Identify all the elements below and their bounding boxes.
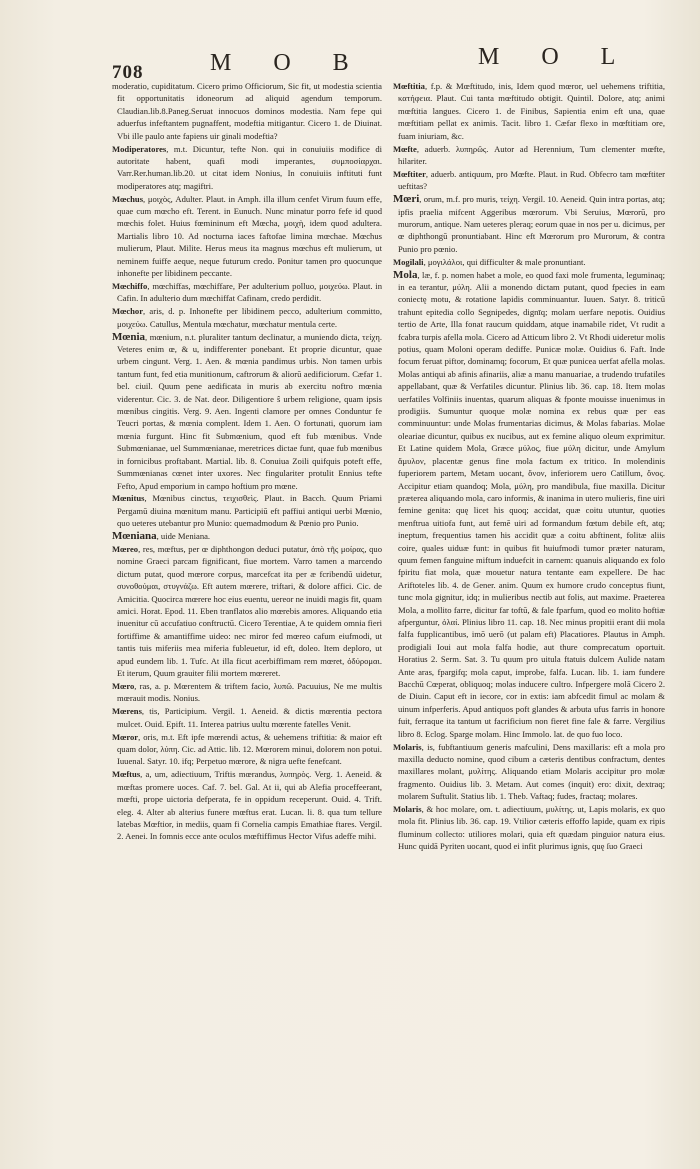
- dictionary-entry: Mœftus, a, um, adiectiuum, Triftis mœrandus, λυπηρὸς. Verg. 1. Aeneid. & mœftas promere uoces. Caf. 7. bel. Gal. At ii, qui ab Alefia proceffeerant, mœfti, prope uictoria defperata, fe in oppidum receperunt. Ouid. 4. Trift. eleg. 4. Alter ab alterius funere mœftus erat. Lucan. li. 8. qua tum tellure latebas Mœftior, in mediis, quam fi Cornelia campis Emathiae ftares. Vergil. 2. Aenei. In fomnis ecce ante oculos mœftiffimus Hector Vifus adeffe mihi.: [112, 769, 382, 842]
- dictionary-entry: Mœchus, μοιχὸς, Adulter. Plaut. in Amph. illa illum cenfet Virum fuum effe, quae cum mœcho eft. Terent. in Eunuch. Nunc minatur porro fefe id quod mœchis folet. Huius fœmininum eft Mœcha, μοιχὴ, idem quod adultera. Martialis libro 10. Ad nocturna iaces faftofae limina mœchae. Mœchus mulierum, Plaut. Milite. Herus meus ita magnus mœchus eft mulierum, ut neminem fuiffe aeque, neque futurum credo. Ponitur tamen pro quocunque inhonefte per libidinem peccante.: [112, 193, 382, 279]
- entry-headword: Molaris: [393, 804, 422, 815]
- entry-headword: Mœftus: [112, 769, 141, 780]
- entry-text: ras, a. p. Mœrentem & triftem facio, λυπῶ. Pacuuius, Ne me multis mœrauit modis. Nonius.: [117, 681, 382, 704]
- entry-headword: Mœftiter: [393, 168, 426, 179]
- entry-text: mœchiffas, mœchiffare, Per adulterium polluo, μοιχεύω. Plaut. in Cafin. In adulterio dum mœchiffat Cafinam, credo perdidit.: [117, 281, 382, 304]
- entry-text: m.t. Dicuntur, tefte Non. qui in conuiuiis modifice di autoritate habent, quafi modi imperantes, συμποσίαρχαι. Varr.Rer.human.lib.20. ut citat idem Nonius, In conuiuiis inftituti funt modiperatores atq; magiftri.: [117, 143, 382, 191]
- entry-headword: Mœchiffo: [112, 281, 148, 291]
- dictionary-entry: Mœniana, uide Meniana.: [112, 530, 211, 543]
- entry-headword: Mœchus: [112, 193, 144, 204]
- page-footer: [112, 1090, 667, 1106]
- entry-text: μογιλάλοι, qui difficulter & male pronuntiant.: [427, 256, 586, 267]
- dictionary-entry: Mogilali, μογιλάλοι, qui difficulter & male pronuntiant.: [393, 256, 586, 267]
- left-column: [112, 80, 382, 1090]
- entry-headword: Mœfte: [393, 143, 417, 154]
- dictionary-entry: Mola, læ, f. p. nomen habet a mole, eo quod faxi mole frumenta, leguminaq; in ea terantur, μύλη. Alii a monendo dictam putant, quod fpecies in eam coniectę motu, & rotatione lapidis comminuantur. Iuuen. Satyr. 8. triticū trahunt epitedia collo Segnipedes, dignīq; molam uerfare nepotis. Ouidius tertio de Arte, Illa fonat raucum quiddam, atque inamabile ridet, Vt rudit a fcabra turpis afella mola. Cicero ad Atticum libro 2. Vt Rhodi uideretur molis potius, quam Moloni operam dediffe. Punicæ molæ. Ouidius 6. Faft. Inde focum feruat piftor, dominamq; focorum, Et quæ punicea uerfat afella molas. Molas antiqui ab afinis afinariis, aliæ a manu manuariae, a trudendo trufatiles appellabant, quæ & Verfatiles dicuntur. Plinius lib. 36. cap. 18. Item molas uerfatiles Volfiniis inuentas, quarum aliquas & fponte mouisse inuenimus in prodigiis. Sumuntur quoque molæ nomina ex rebus quæ per eas comminuuntur: unde Molas frumentarias dicimus, & Molas fabarias. Molae oleariae dicuntur, quibus ex nucibus, aut ex femine aliquo oleum exprimitur. Et Latine quidem Mola, Græce μύλος, fiue μύλη dicitur, unde Amylum ἄμυλον, placentæ genus fine mola factum ex tritico. In molendinis fuperiorem partem, Metam uocant, ὄνον, inferiorem uero Catillum, ὄνος. Accipitur etiam quandoq; Mola, μύλη, pro mandibula, fiue maxilla. Dicitur præterea aliquando mola, caro informis, & inanima in utero mulieris, fine uiri femine genita: quę licet his quoq; accidat, quæ coitu utuntur, quoties menftrua uitiofa funt, aut femē uiri ad formandum fœtum debile eft, atq; ineptum, frequentius tamen his accidit quæ a coitu abftinent, folitæ aliis coire, quales uiduæ funt: in quibus fit huiufmodi tumor præter naturam, quum femen fanguine miftum induefcit in carnem: quanuis aliquando ex folo fpiritu fiat mola, quæ mouetur natura tentante eam expellere. De hac Ariftoteles lib. 4. de Gener. anim. Quum ex humore crudo conceptus fiunt, tunc mola gignitur, idq; in mulieribus nectib aut folis, aut maxime. Praeterea Mola, a mollito farre, dicitur far toftū, & fale fparfum, quod eo molito hoftiæ afperguntur, ὀλαί. Plinius libro 11. cap. 18. Nec minus propitii erant dii mola falfa fupplicantibus, imō uerō (ut palam eft) Placatiores. Plautus in Amph. prodigiali Ioui aut mola falfa hodie, aut thure comprecatum oportuit. Horatius 2. Serm. Sat. 3. Tu quum pro uitula ftatuis dulcem Aulide natam Ante aras, fpargifq; mola caput, improbe, falfa. Lucan. lib. 1. iam fundere Bacchū Cœperat, obliquoq; molas inducere cultro. Infpergere molā Cicero 2. de Diuin. Caput eft in iecore, cor in extis: iam abfcedit fimul ac molam & uinum infperferis. Apud antiquos poft glandes & arbuta ufus farris in honore fuit, ferraque ita tantum ut facrificium non fieret fine fale & farre. Vergilius libro 8. Eclog. Sparge molam. Hinc Immolo. lat. de quo fuo loco.: [393, 268, 665, 739]
- dictionary-entry: Molaris, is, fubftantiuum generis mafculini, Dens maxillaris: eft a mola pro maxilla deducto nomine, quod cibum a cæteris dentibus confractum, dentes maxillares molant, μυλίτης. Aliquando etiam Molaris accipitur pro molæ fragmento. Ouidius lib. 3. Metam. Aut comes (inquit) ero: dixit, dextraq; molarem Suftulit. Statius lib. 1. Theb. Vaftaq; fudes, fractaq; molares.: [393, 741, 665, 802]
- entry-headword: Mogilali: [393, 256, 424, 267]
- entry-text: oris, m.t. Eft ipfe mœrendi actus, & uehemens triftitia: & maior eft quam dolor, λύπη. Cic. ad Attic. lib. 12. Mœrorem minui, dolorem non potui. Iuuenal. Satyr. 10. ifq; Perpetuo mœrore, & nigra uefte fenefcant.: [117, 731, 382, 767]
- dictionary-entry: Modiperatores, m.t. Dicuntur, tefte Non. qui in conuiuiis modifice di autoritate habent, quafi modi imperantes, συμποσίαρχαι. Varr.Rer.human.lib.20. ut citat idem Nonius, In conuiuiis inftituti funt modiperatores atq; magiftri.: [112, 143, 382, 191]
- entry-text: μοιχὸς, Adulter. Plaut. in Amph. illa illum cenfet Virum fuum effe, quae cum mœcho eft. Terent. in Eunuch. Nunc minatur porro fefe id quod mœchis folet. Huius fœmininum eft Mœcha, μοιχὴ, idem quod adultera. Martialis libro 10. Ad nocturna iaces faftofae limina mœchae. Mœchus mulierum, Plaut. Milite. Herus meus ita magnus mœchus eft mulierum, ut neminem fuiffe aeque, neque futurum credo. Ponitur tamen pro quocunque inhonefte per libidinem peccante.: [117, 193, 382, 279]
- left-running-head: M O B: [210, 50, 367, 76]
- entry-headword: Mœnitus: [112, 493, 145, 504]
- entry-text: moderatio, cupiditatum. Cicero primo Officiorum, Sic fit, ut modestia scientia fit opportunitatis idoneorum ad aliquid agendum temporum. Claudian.lib.8.Paneg.Seruat innocuos dominos modestia. Nam fepe qui aduerfus infeftantem pugnaffent, modeftia mitigantur. Cicero 1. de Diuinat. Vbi ille paulo ante fapiens uir ginali modeftia?: [112, 81, 382, 141]
- page-number: 708: [112, 62, 144, 83]
- entry-headword: Modiperatores: [112, 143, 167, 154]
- dictionary-entry: Mœchiffo, mœchiffas, mœchiffare, Per adulterium polluo, μοιχεύω. Plaut. in Cafin. In adulterio dum mœchiffat Cafinam, credo perdidit.: [112, 281, 382, 304]
- entry-headword: Mœro: [112, 681, 135, 691]
- right-running-head: M O L: [478, 44, 634, 70]
- dictionary-entry: [112, 80, 382, 142]
- dictionary-entry: Mœnitus, Mœnibus cinctus, τειχισθεὶς. Plaut. in Bacch. Quum Priami Pergamū diuina mœnitum manu. Participiū eft paffiui antiqui uerbi Mœnio, quo ueteres utebantur pro Munio: quemadmodum & Pœnio pro Punio.: [112, 493, 382, 529]
- entry-text: Mœnibus cinctus, τειχισθεὶς. Plaut. in Bacch. Quum Priami Pergamū diuina mœnitum manu. Participiū eft paffiui antiqui uerbi Mœnio, quo ueteres utebantur pro Munio: quemadmodum & Pœnio pro Punio.: [117, 493, 382, 529]
- dictionary-entry: Mœreo, res, mœftus, per œ diphthongon deduci putatur, ἀπὸ τῆς μοίρας, quo nomine Graeci parcam fignificant, fiue mortem. Varro tamen a marcendo dictum putat, quod mœrore corpus, marcefcat ita per æ fcribendū uidetur, συνοθούμαι, στυγνάζω. Eft autem mœrere, triftari, & dolore affici. Cic. de Amicitia. Quocirca mœrere hoc eius euentu, uereor ne inuidi magis fit, quam amici. Horat. Epod. 11. Eben tranflatos alio mœrebis amores. Aliquando etia inuenitur cū accufatiuo conftructū. Cicero Terentiae, A te quidem omnia fieri fortiffime & amantiffime uideo: nec miror fed mœreo cafum eiufmodi, ut tantis tuis miferiis mea miferia fubleuetur, id eft, doleo. Item deploro, ut apud eundem lib. 1. Tufc. At illa ficut acerbiffimam rem mœret, ὀδύρομαι. Et iterum, Quum grauiter filii mortem mœreret.: [112, 544, 382, 679]
- entry-text: aris, d. p. Inhonefte per libidinem pecco, adulterium committo, μοιχεύω. Catullus, Mentula mœchatur, mœchatur mentula certe.: [117, 306, 382, 329]
- entry-text: is, fubftantiuum generis mafculini, Dens maxillaris: eft a mola pro maxilla deducto nomine, quod cibum a cæteris dentibus confractum, dentes maxillares molant, μυλίτης. Aliquando etiam Molaris accipitur pro molæ fragmento. Ouidius lib. 3. Metam. Aut comes (inquit) ero: dixit, dextraq; molarem Suftulit. Statius lib. 1. Theb. Vaftaq; fudes, fractaq; molares.: [398, 741, 665, 802]
- entry-headword: Mœchor: [112, 306, 144, 317]
- entry-headword: Mœniana: [112, 530, 157, 543]
- dictionary-entry: Molaris, & hoc molare, om. t. adiectiuum, μυλίτης. ut, Lapis molaris, ex quo mola fit. Plinius lib. 36. cap. 19. Vtilior cæteris effoffo lapide, quam ex ripis fluminum collecto: utiliores molari, quia eft quædam pinguior natura eius. Hunc quidā Pyriten uocant, quod ei infit plurimus ignis, quę ſuo Graeci: [393, 804, 665, 852]
- dictionary-entry: Mœnia, mœnium, n.t. pluraliter tantum declinatur, a muniendo dicta, τείχη. Veteres enim œ, & u, indifferenter ponebant. Et proprie dicuntur, quae urbem cingunt. Verg. 1. Aen. & mœnia pandimus urbis. Non tamen urbis tantum funt, fed etia munitionum, caftrorum & aliorū aedificiorum. Cæfar 1. bel. ciuil. Quum pene aedificata in muris ab exercitu noftro mœnia viderentur. Cic. 3. de Nat. deor. Diligentiore ŝ urbem religione, quam ipsis mœnibus cingitis. Verg. 9. Aen. Ingenti clamore per omnes Conduntur fe Teucri portas, & mœnia complent. Idem 1. Aen. O fortunati, quorum iam mœnia furgunt. Hinc fit Submœnium, quod eft fub mœnibus. Vnde Submœnianae, uel Summœnianae, meretrices dictae funt, quae fub mœnibus in fornicibus proftabant. Martial. lib. 8. Conuiua Zoili quifquis poteft effe, Summœnianas cœnet inter uxores. Nec fingulariter protulit Ennius tefte Fefto, Apud emporium in campo hoftium pro mœne.: [112, 330, 382, 491]
- entry-headword: Mola: [393, 268, 418, 281]
- dictionary-entry: Mœror, oris, m.t. Eft ipfe mœrendi actus, & uehemens triftitia: & maior eft quam dolor, λύπη. Cic. ad Attic. lib. 12. Mœrorem minui, dolorem non potui. Iuuenal. Satyr. 10. ifq; Perpetuo mœrore, & nigra uefte fenefcant.: [112, 731, 382, 767]
- entry-text: res, mœftus, per œ diphthongon deduci putatur, ἀπὸ τῆς μοίρας, quo nomine Graeci parcam fignificant, fiue mortem. Varro tamen a marcendo dictum putat, quod mœrore corpus, marcefcat ita per æ fcribendū uidetur, συνοθούμαι, στυγνάζω. Eft autem mœrere, triftari, & dolore affici. Cic. de Amicitia. Quocirca mœrere hoc eius euentu, uereor ne inuidi magis fit, quam amici. Horat. Epod. 11. Eben tranflatos alio mœrebis amores. Aliquando etia inuenitur cū accufatiuo conftructū. Cicero Terentiae, A te quidem omnia fieri fortiffime & amantiffime uideo: nec miror fed mœreo cafum eiufmodi, ut tantis tuis miferiis mea miferia fubleuetur, id eft, doleo. Item deploro, ut apud eundem lib. 1. Tufc. At illa ficut acerbiffimam rem mœret, ὀδύρομαι. Et iterum, Quum grauiter filii mortem mœreret.: [117, 544, 382, 679]
- entry-text: a, um, adiectiuum, Triftis mœrandus, λυπηρὸς. Verg. 1. Aeneid. & mœftas promere uoces. Caf. 7. bel. Gal. At ii, qui ab Alefia proceffeerant, mœfti, prope uictoria defperata, fe in oppidum receperunt. Ouid. 4. Trift. eleg. 4. Alter ab alterius funere mœftus erat. Lucan. li. 8. qua tum tellure latebas Mœftior, in mediis, quam fi Cornelia campis Emathiae ftares. Vergil. 2. Aenei. In fomnis ecce ante oculos mœftiffimus Hector Vifus adeffe mihi.: [117, 769, 382, 842]
- dictionary-entry: Mœchor, aris, d. p. Inhonefte per libidinem pecco, adulterium committo, μοιχεύω. Catullus, Mentula mœchatur, mœchatur mentula certe.: [112, 306, 382, 329]
- entry-headword: Mœreo: [112, 544, 139, 555]
- dictionary-entry: Mœftiter, aduerb. antiquum, pro Mœfte. Plaut. in Rud. Obfecro tam mœftiter ueftitas?: [393, 168, 665, 192]
- entry-text: f.p. & Mœftitudo, inis, Idem quod mœror, uel uehemens triftitia, κατήφεια. Plaut. Cui tanta mœftitudo obtigit. Quintil. Dolore, atq; animi mœftitia langues. Cicero 1. de Finibus, Sapientia enim eft una, quae mœftitiam pellat ex animis. Tacit. libro 1. Cæfar flexo in mœftitiam ore, fuam iniuriam, &c.: [398, 81, 665, 141]
- entry-text: & hoc molare, om. t. adiectiuum, μυλίτης. ut, Lapis molaris, ex quo mola fit. Plinius lib. 36. cap. 19. Vtilior cæteris effoffo lapide, quam ex ripis fluminum collecto: utiliores molari, quia eft quædam pinguior natura eius. Hunc quidā Pyriten uocant, quod ei infit plurimus ignis, quę ſuo Graeci: [398, 804, 665, 852]
- dictionary-entry: Mœro, ras, a. p. Mœrentem & triftem facio, λυπῶ. Pacuuius, Ne me multis mœrauit modis. Nonius.: [112, 681, 382, 704]
- running-header: [0, 40, 700, 84]
- entry-text: aduerb. antiquum, pro Mœfte. Plaut. in Rud. Obfecro tam mœftiter ueftitas?: [398, 168, 665, 192]
- entry-text: orum, m.f. pro muris, τείχη. Vergil. 10. Aeneid. Quin intra portas, atq; ipfis praelia mifcent Aggeribus mœrorum. Vbi Seruius, Mœrorū, pro murorum, antique. Nam ueteres pleraq; eorum quae in nos per u. dicimus, per œ diphthongū pronuntiabant. Hinc eft Mœrorum pro Murorum, & contra Punio pro pœnio.: [398, 194, 665, 254]
- right-column: [393, 80, 665, 1090]
- entry-headword: Mœftitia: [393, 81, 425, 91]
- dictionary-entry: Mœfte, aduerb. λυπηρῶς. Autor ad Herennium, Tum clementer mœfte, hilariter.: [393, 143, 665, 166]
- dictionary-entry: Mœri, orum, m.f. pro muris, τείχη. Vergil. 10. Aeneid. Quin intra portas, atq; ipfis praelia mifcent Aggeribus mœrorum. Vbi Seruius, Mœrorū, pro murorum, antique. Nam ueteres pleraq; eorum quae in nos per u. dicimus, per œ diphthongū pronuntiabant. Hinc eft Mœrorum pro Murorum, & contra Punio pro pœnio.: [393, 193, 665, 254]
- dictionary-entry: Mœftitia, f.p. & Mœftitudo, inis, Idem quod mœror, uel uehemens triftitia, κατήφεια. Plaut. Cui tanta mœftitudo obtigit. Quintil. Dolore, atq; animi mœftitia langues. Cicero 1. de Finibus, Sapientia enim eft una, quae mœftitiam pellat ex animis. Tacit. libro 1. Cæfar flexo in mœftitiam ore, fuam iniuriam, &c.: [393, 81, 665, 141]
- entry-headword: Mœrens: [112, 706, 142, 717]
- entry-text: tis, Participium. Vergil. 1. Aeneid. & dictis mœrentia pectora mulcet. Ouid. Epift. 11. Interea patrius uultu mœrente fatelles Venit.: [117, 706, 382, 729]
- entry-text: læ, f. p. nomen habet a mole, eo quod faxi mole frumenta, leguminaq; in ea terantur, μύλη. Alii a monendo dictam putant, quod fpecies in eam coniectę motu, & rotatione lapidis comminuantur. Iuuen. Satyr. 8. triticū trahunt epitedia collo Segnipedes, dignīq; molam uerfare nepotis. Ouidius tertio de Arte, Illa fonat raucum quiddam, atque inamabile ridet, Vt rudit a fcabra turpis afella mola. Cicero ad Atticum libro 2. Vt Rhodi uideretur molis potius, quam Moloni operam dediffe. Punicæ molæ. Ouidius 6. Faft. Inde focum feruat piftor, dominamq; focorum, Et quæ punicea uerfat afella molas. Molas antiqui ab afinis afinariis, aliæ a manu manuariae, a trudendo trufatiles appellabant, quæ & Verfatiles dicuntur. Plinius lib. 36. cap. 18. Item molas uerfatiles Volfiniis inuentas, quarum aliquas & fponte mouisse inuenimus in prodigiis. Sumuntur quoque molæ nomina ex rebus quæ per eas comminuuntur: unde Molas frumentarias dicimus, & Molas fabarias. Molae oleariae dicuntur, quibus ex nucibus, aut ex femine aliquo oleum exprimitur. Et Latine quidem Mola, Græce μύλος, fiue μύλη dicitur, unde Amylum ἄμυλον, placentæ genus fine mola factum ex tritico. In molendinis fuperiorem partem, Metam uocant, ὄνον, inferiorem uero Catillum, ὄνος. Accipitur etiam quandoq; Mola, μύλη, pro mandibula, fiue maxilla. Dicitur præterea aliquando mola, caro informis, & inanima in utero mulieris, fine uiri femine genita: quę licet his quoq; accidat, quæ coitu utuntur, quoties menftrua uitiofa funt, aut femē uiri ad formandum fœtum debile eft, atq; ineptum, frequentius tamen his accidit quæ a coitu abftinent, folitæ aliis coire, quales uiduæ funt: in quibus fit huiufmodi tumor præter naturam, quum femen fanguine miftum induefcit in carnem: quanuis aliquando ex folo fpiritu fiat mola, quæ mouetur natura tentante eam expellere. De hac Ariftoteles lib. 4. de Gener. anim. Quum ex humore crudo conceptus fiunt, tunc mola gignitur, idq; in mulieribus nectib aut folis, aut maxime. Praeterea Mola, a mollito farre, dicitur far toftū, & fale fparfum, quod eo molito hoftiæ afperguntur, ὀλαί. Plinius libro 11. cap. 18. Nec minus propitii erant dii mola falfa fupplicantibus, imō uerō (ut palam eft) Placatiores. Plautus in Amph. prodigiali Ioui aut mola falfa hodie, aut thure comprecatum oportuit. Horatius 2. Serm. Sat. 3. Tu quum pro uitula ftatuis dulcem Aulide natam Ante aras, fpargifq; mola caput, improbe, falfa. Lucan. lib. 1. iam fundere Bacchū Cœperat, obliquoq; molas inducere cultro. Infpergere molā Cicero 2. de Diuin. Caput eft in iecore, cor in extis: iam abfcedit fimul ac molam & uinum infperferis. Apud antiquos poft glandes & arbuta ufus farris in honore fuit, ferraque ita tantum ut facrificium non fieret fine fale & farre. Vergilius libro 8. Eclog. Sparge molam. Hinc Immolo. lat. de quo fuo loco.: [398, 269, 665, 739]
- entry-text: mœnium, n.t. pluraliter tantum declinatur, a muniendo dicta, τείχη. Veteres enim œ, & u, indifferenter ponebant. Et proprie dicuntur, quae urbem cingunt. Verg. 1. Aen. & mœnia pandimus urbis. Non tamen urbis tantum funt, fed etia munitionum, caftrorum & aliorū aedificiorum. Cæfar 1. bel. ciuil. Quum pene aedificata in muris ab exercitu noftro mœnia viderentur. Cic. 3. de Nat. deor. Diligentiore ŝ urbem religione, quam ipsis mœnibus cingitis. Verg. 9. Aen. Ingenti clamore per omnes Conduntur fe Teucri portas, & mœnia complent. Idem 1. Aen. O fortunati, quorum iam mœnia furgunt. Hinc fit Submœnium, quod eft fub mœnibus. Vnde Submœnianae, uel Summœnianae, meretrices dictae funt, quae fub mœnibus in fornicibus proftabant. Martial. lib. 8. Conuiua Zoili quifquis poteft effe, Summœnianas cœnet inter uxores. Nec fingulariter protulit Ennius tefte Fefto, Apud emporium in campo hoftium pro mœne.: [117, 331, 382, 491]
- entry-headword: Molaris: [393, 741, 422, 752]
- dictionary-entry: Mœrens, tis, Participium. Vergil. 1. Aeneid. & dictis mœrentia pectora mulcet. Ouid. Epift. 11. Interea patrius uultu mœrente fatelles Venit.: [112, 706, 382, 729]
- entry-headword: Mœri: [393, 193, 420, 206]
- entry-headword: Mœror: [112, 731, 139, 742]
- entry-headword: Mœnia: [112, 330, 145, 343]
- entry-text: aduerb. λυπηρῶς. Autor ad Herennium, Tum clementer mœfte, hilariter.: [398, 143, 665, 166]
- entry-text: uide Meniana.: [160, 531, 211, 542]
